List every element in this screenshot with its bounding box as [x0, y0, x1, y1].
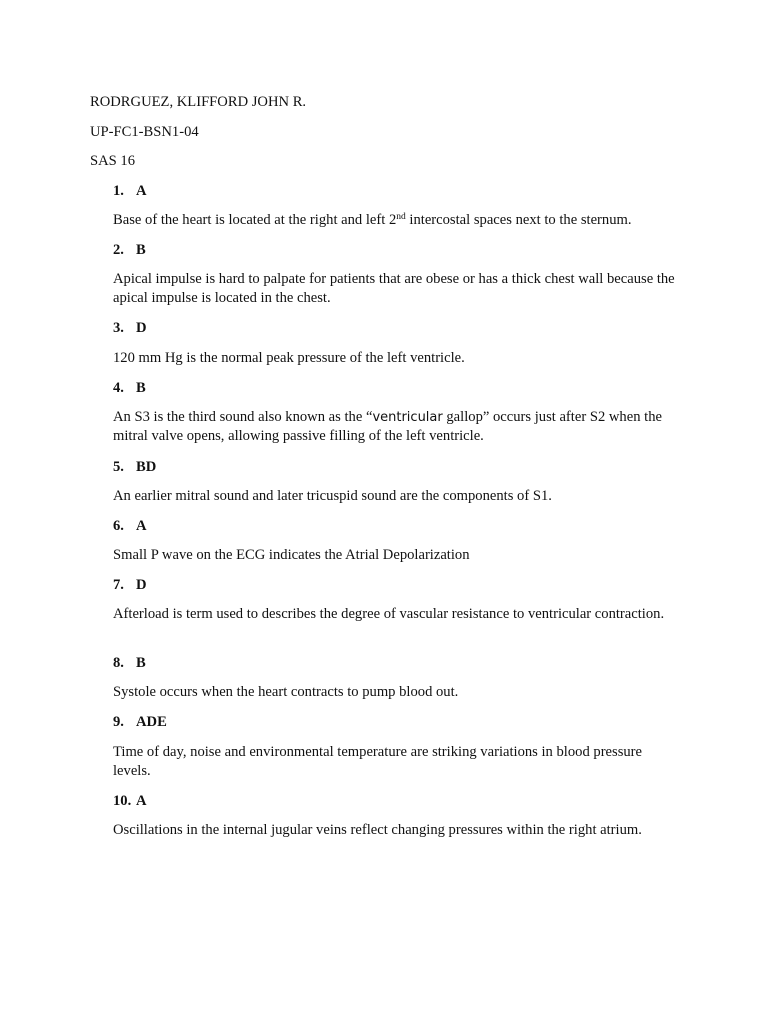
section-code: UP-FC1-BSN1-04 [90, 124, 199, 140]
explanation-text: An S3 is the third sound also known as the “ [113, 409, 373, 425]
assignment-title: SAS 16 [90, 153, 136, 169]
answer-explanation: Afterload is term used to describes the degree of vascular resistance to ventricular contraction. [113, 606, 665, 622]
question-number [113, 458, 156, 477]
question-number [113, 182, 147, 201]
question-answer: BD [136, 459, 157, 475]
question-index: 4. [113, 380, 124, 396]
answer-explanation [113, 408, 683, 446]
question-index: 1. [113, 183, 124, 199]
question-answer: A [136, 793, 147, 809]
answer-explanation: An earlier mitral sound and later tricuspid sound are the components of S1. [113, 488, 552, 504]
question-number [113, 576, 147, 595]
question-answer: B [136, 655, 146, 671]
question-index: 10. [113, 793, 132, 809]
question-index: 9. [113, 714, 124, 730]
question-answer: D [136, 320, 147, 336]
explanation-text: intercostal spaces next to the sternum. [405, 212, 632, 228]
question-answer: D [136, 577, 147, 593]
question-number [113, 654, 146, 673]
question-index: 2. [113, 242, 124, 258]
answer-explanation [113, 211, 683, 230]
question-number [113, 319, 147, 338]
explanation-text: ventricular [372, 410, 443, 425]
explanation-text: Base of the heart is located at the right and left 2 [113, 212, 397, 228]
answer-explanation: Apical impulse is hard to palpate for patients that are obese or has a thick chest wall because the apical impulse is located in the chest. [113, 271, 675, 306]
question-number [113, 379, 146, 398]
ordinal-suffix: nd [396, 212, 406, 222]
question-answer: B [136, 380, 146, 396]
question-number [113, 241, 146, 260]
answer-explanation: Small P wave on the ECG indicates the Atrial Depolarization [113, 547, 470, 563]
student-name: RODRGUEZ, KLIFFORD JOHN R. [90, 94, 307, 110]
question-number [113, 517, 147, 536]
question-number [113, 792, 147, 811]
question-index: 3. [113, 320, 124, 336]
answer-explanation: 120 mm Hg is the normal peak pressure of the left ventricle. [113, 350, 465, 366]
question-index: 6. [113, 518, 124, 534]
question-answer: B [136, 242, 146, 258]
question-answer: A [136, 518, 147, 534]
answer-explanation: Oscillations in the internal jugular veins reflect changing pressures within the right atrium. [113, 822, 642, 838]
question-index: 5. [113, 459, 124, 475]
question-number [113, 713, 167, 732]
question-index: 8. [113, 655, 124, 671]
question-answer: A [136, 183, 147, 199]
explanation-text: gallop” occurs just after S2 when the mitral valve opens, allowing passive filling of the left ventricle. [113, 409, 662, 444]
answer-explanation: Systole occurs when the heart contracts to pump blood out. [113, 684, 459, 700]
answer-explanation: Time of day, noise and environmental temperature are striking variations in blood pressure levels. [113, 744, 643, 779]
question-index: 7. [113, 577, 124, 593]
question-answer: ADE [136, 714, 167, 730]
